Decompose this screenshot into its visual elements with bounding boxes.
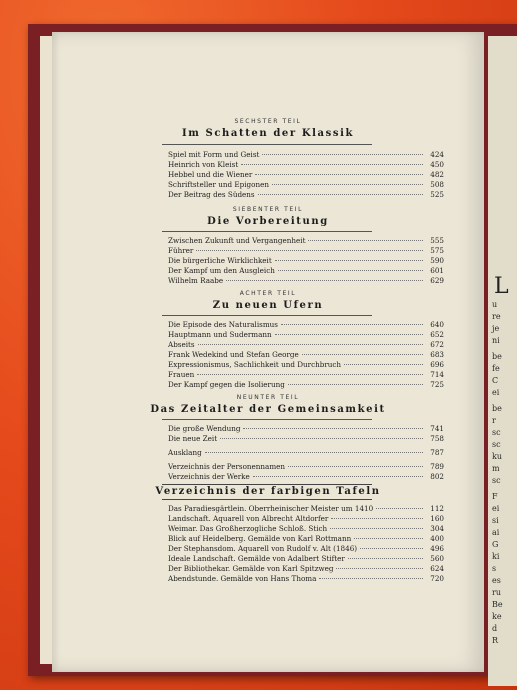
adjacent-page-fragment: je bbox=[492, 324, 500, 333]
toc-entry: Hebbel und die Wiener 482 bbox=[168, 170, 444, 179]
toc-entry: Die große Wendung 741 bbox=[168, 424, 444, 433]
adjacent-page-fragment: d bbox=[492, 624, 498, 633]
adjacent-page-fragment: r bbox=[492, 416, 496, 425]
divider bbox=[162, 315, 372, 316]
toc-entry: Hauptmann und Sudermann 652 bbox=[168, 330, 444, 339]
adjacent-page-fragment: ki bbox=[492, 552, 500, 561]
toc-entry: Die bürgerliche Wirklichkeit 590 bbox=[168, 256, 444, 265]
adjacent-page-fragment: G bbox=[492, 540, 499, 549]
adjacent-page-fragment: ai bbox=[492, 528, 500, 537]
plate-entry: Weimar. Das Großherzogliche Schloß. Stich 304 bbox=[168, 524, 444, 533]
plate-entry: Der Stephansdom. Aquarell von Rudolf v. Alt (1846) 496 bbox=[168, 544, 444, 553]
adjacent-page-fragment: s bbox=[492, 564, 497, 573]
toc-entry: Heinrich von Kleist 450 bbox=[168, 160, 444, 169]
part-label: NEUNTER TEIL bbox=[236, 394, 300, 401]
toc-entry: Frauen 714 bbox=[168, 370, 444, 379]
adjacent-page-fragment: R bbox=[492, 636, 499, 645]
adjacent-page-fragment: u bbox=[492, 300, 498, 309]
adjacent-page-fragment: Be bbox=[492, 600, 503, 609]
plate-entry: Ideale Landschaft. Gemälde von Adalbert Stifter 560 bbox=[168, 554, 444, 563]
toc-entry: Zwischen Zukunft und Vergangenheit 555 bbox=[168, 236, 444, 245]
plate-entry: Das Paradiesgärtlein. Oberrheinischer Meister um 1410 112 bbox=[168, 504, 444, 513]
toc-entry: Führer 575 bbox=[168, 246, 444, 255]
toc-entry: Ausklang 787 bbox=[168, 448, 444, 457]
part-title: Im Schatten der Klassik bbox=[181, 128, 354, 139]
table-of-contents-page bbox=[52, 32, 484, 672]
adjacent-page-fragment: be bbox=[492, 352, 502, 361]
toc-entry: Expressionismus, Sachlichkeit und Durchbruch 696 bbox=[168, 360, 444, 369]
toc-entry: Der Kampf gegen die Isolierung 725 bbox=[168, 380, 444, 389]
divider bbox=[162, 419, 372, 420]
toc-entry: Verzeichnis der Werke 802 bbox=[168, 472, 444, 481]
part-label: SECHSTER TEIL bbox=[234, 118, 302, 125]
toc-entry: Spiel mit Form und Geist 424 bbox=[168, 150, 444, 159]
part-title: Das Zeitalter der Gemeinsamkeit bbox=[150, 404, 386, 415]
adjacent-page-fragment: si bbox=[492, 516, 499, 525]
adjacent-page-fragment: re bbox=[492, 312, 501, 321]
adjacent-page-fragment: sc bbox=[492, 476, 501, 485]
part-label: SIEBENTER TEIL bbox=[232, 206, 304, 213]
adjacent-page-fragment: ke bbox=[492, 612, 502, 621]
plate-entry: Landschaft. Aquarell von Albrecht Altdorfer 160 bbox=[168, 514, 444, 523]
toc-entry: Der Beitrag des Südens 525 bbox=[168, 190, 444, 199]
adjacent-page-fragment: ei bbox=[492, 388, 500, 397]
part-label: ACHTER TEIL bbox=[239, 290, 297, 297]
adjacent-page-fragment: F bbox=[492, 492, 498, 501]
adjacent-page-fragment: ku bbox=[492, 452, 502, 461]
adjacent-page-initial: L bbox=[494, 274, 509, 299]
adjacent-page-fragment: sc bbox=[492, 428, 501, 437]
part-title: Die Vorbereitung bbox=[207, 216, 329, 227]
adjacent-page-fragment: C bbox=[492, 376, 499, 385]
toc-entry: Die neue Zeit 758 bbox=[168, 434, 444, 443]
toc-entry: Verzeichnis der Personennamen 789 bbox=[168, 462, 444, 471]
part-title: Zu neuen Ufern bbox=[212, 300, 324, 311]
divider bbox=[162, 231, 372, 232]
adjacent-page-fragment: sc bbox=[492, 440, 501, 449]
plate-entry: Der Bibliothekar. Gemälde von Karl Spitzweg 624 bbox=[168, 564, 444, 573]
toc-entry: Wilhelm Raabe 629 bbox=[168, 276, 444, 285]
adjacent-page-fragment: es bbox=[492, 576, 501, 585]
plate-entry: Blick auf Heidelberg. Gemälde von Karl Rottmann 400 bbox=[168, 534, 444, 543]
toc-entry: Frank Wedekind und Stefan George 683 bbox=[168, 350, 444, 359]
toc-entry: Schriftsteller und Epigonen 508 bbox=[168, 180, 444, 189]
toc-entry: Die Episode des Naturalismus 640 bbox=[168, 320, 444, 329]
adjacent-page-fragment: ni bbox=[492, 336, 500, 345]
adjacent-page-fragment: m bbox=[492, 464, 500, 473]
divider bbox=[162, 144, 372, 145]
toc-entry: Der Kampf um den Ausgleich 601 bbox=[168, 266, 444, 275]
adjacent-page-fragment: be bbox=[492, 404, 502, 413]
adjacent-book-page bbox=[488, 36, 517, 686]
adjacent-page-fragment: ru bbox=[492, 588, 501, 597]
adjacent-page-fragment: ei bbox=[492, 504, 500, 513]
plates-title: Verzeichnis der farbigen Tafeln bbox=[155, 486, 381, 497]
toc-entry: Abseits 672 bbox=[168, 340, 444, 349]
adjacent-page-fragment: fe bbox=[492, 364, 500, 373]
plate-entry: Abendstunde. Gemälde von Hans Thoma 720 bbox=[168, 574, 444, 583]
